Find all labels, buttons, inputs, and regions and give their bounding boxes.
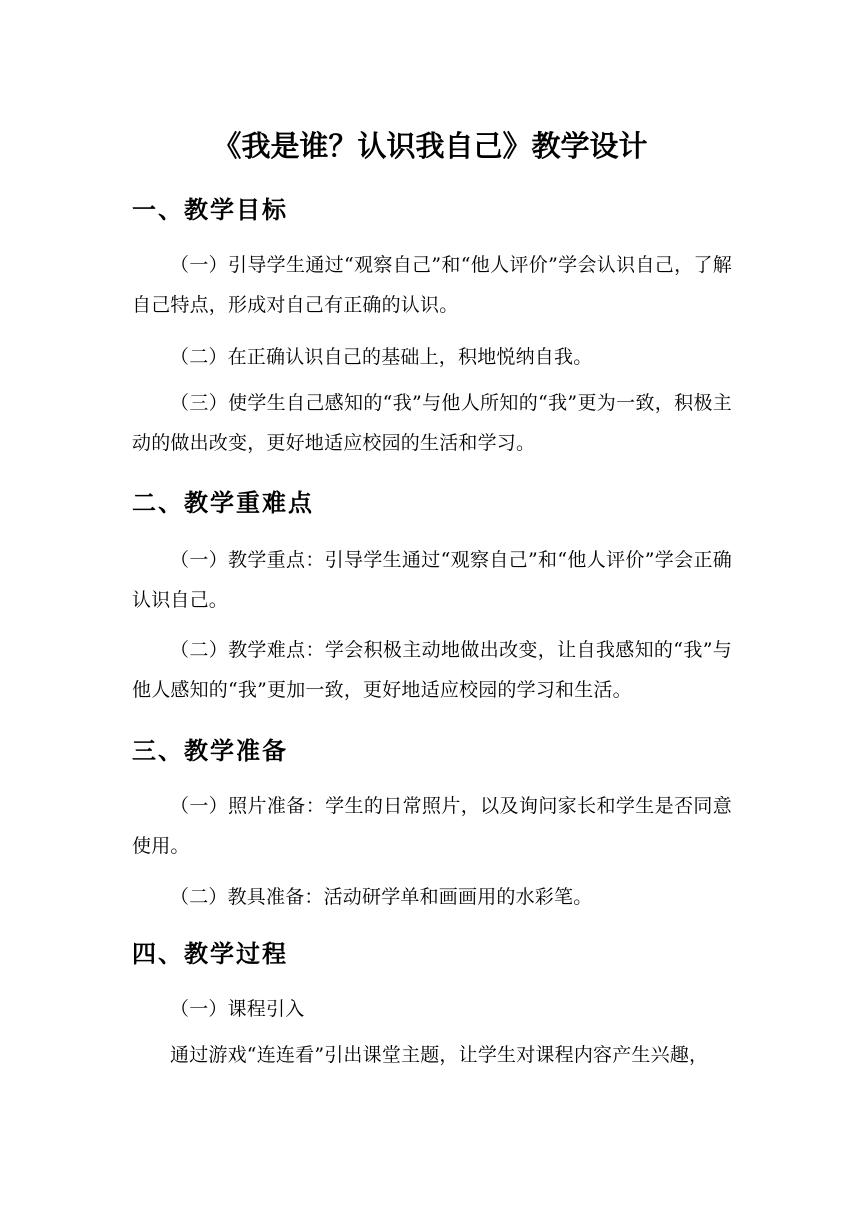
paragraph: （二）教具准备：活动研学单和画画用的水彩笔。 — [170, 886, 593, 908]
section-heading-key-points: 二、教学重难点 — [132, 488, 314, 517]
document-title: 《我是谁？认识我自己》教学设计 — [212, 129, 648, 163]
paragraph: （一）教学重点：引导学生通过“观察自己”和“他人评价”学会正确认识自己。 — [132, 549, 732, 611]
paragraph: （一）照片准备：学生的日常照片，以及询问家长和学生是否同意使用。 — [132, 795, 732, 857]
paragraph: （二）教学难点：学会积极主动地做出改变，让自我感知的“我”与他人感知的“我”更加一致，更好地适应校园的学习和生活。 — [132, 639, 732, 701]
section-heading-teaching-goals: 一、教学目标 — [132, 195, 288, 224]
paragraph: 通过游戏“连连看”引出课堂主题，让学生对课程内容产生兴趣， — [170, 1044, 709, 1066]
paragraph: （二）在正确认识自己的基础上，积地悦纳自我。 — [170, 346, 593, 368]
paragraph: （三）使学生自己感知的“我”与他人所知的“我”更为一致，积极主动的做出改变，更好地适应校园的生活和学习。 — [132, 392, 732, 454]
section-heading-preparation: 三、教学准备 — [132, 736, 288, 765]
paragraph: （一）课程引入 — [170, 998, 305, 1020]
section-heading-teaching-process: 四、教学过程 — [132, 939, 288, 968]
paragraph: （一）引导学生通过“观察自己”和“他人评价”学会认识自己，了解自己特点，形成对自己有正确的认识。 — [132, 254, 732, 316]
